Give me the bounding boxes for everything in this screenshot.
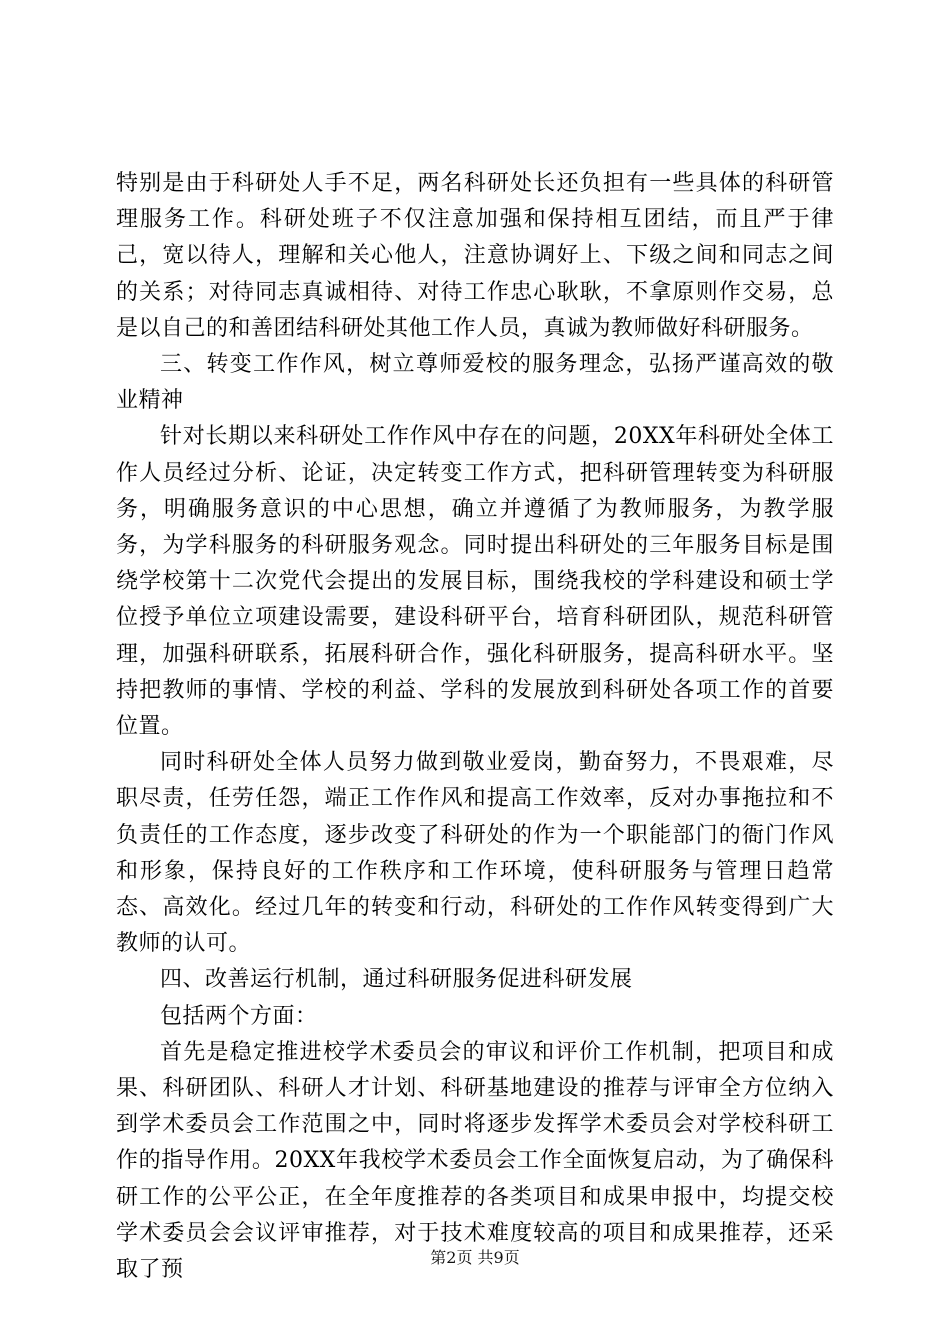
- paragraph-4: 同时科研处全体人员努力做到敬业爱岗，勤奋努力，不畏艰难，尽职尽责，任劳任怨，端正工作作风和提高工作效率，反对办事拖拉和不负责任的工作态度，逐步改变了科研处的作为一个职能部门的衙门作风和形象，保持良好的工作秩序和工作环境，使科研服务与管理日趋常态、高效化。经过几年的转变和行动，科研处的工作作风转变得到广大教师的认可。: [116, 750, 834, 957]
- paragraph-1: 特别是由于科研处人手不足，两名科研处长还负担有一些具体的科研管理服务工作。科研处班子不仅注意加强和保持相互团结，而且严于律己，宽以待人，理解和关心他人，注意协调好上、下级之间和同志之间的关系；对待同志真诚相待、对待工作忠心耿耿，不拿原则作交易，总是以自己的和善团结科研处其他工作人员，真诚为教师做好科研服务。: [116, 171, 834, 341]
- paragraph-7: 首先是稳定推进校学术委员会的审议和评价工作机制，把项目和成果、科研团队、科研人才计划、科研基地建设的推荐与评审全方位纳入到学术委员会工作范围之中，同时将逐步发挥学术委员会对学校科研工作的指导作用。20XX年我校学术委员会工作全面恢复启动，为了确保科研工作的公平公正，在全年度推荐的各类项目和成果申报中，均提交校学术委员会会议评审推荐，对于技术难度较高的项目和成果推荐，还采取了预: [116, 1039, 834, 1283]
- section-heading-4: 四、改善运行机制，通过科研服务促进科研发展: [160, 967, 633, 993]
- paragraph-3: 针对长期以来科研处工作作风中存在的问题，20XX年科研处全体工作人员经过分析、论证，决定转变工作方式，把科研管理转变为科研服务，明确服务意识的中心思想，确立并遵循了为教师服务，为教学服务，为学科服务的科研服务观念。同时提出科研处的三年服务目标是围绕学校第十二次党代会提出的发展目标，围绕我校的学科建设和硕士学位授予单位立项建设需要，建设科研平台，培育科研团队，规范科研管理，加强科研联系，拓展科研合作，强化科研服务，提高科研水平。坚持把教师的事情、学校的利益、学科的发展放到科研处各项工作的首要位置。: [116, 424, 834, 740]
- paragraph-6: 包括两个方面：: [160, 1003, 318, 1029]
- document-body: [116, 166, 834, 1288]
- page-number-footer: 第2页 共9页: [430, 1248, 520, 1267]
- section-heading-3: 三、转变工作作风，树立尊师爱校的服务理念，弘扬严谨高效的敬业精神: [116, 352, 834, 414]
